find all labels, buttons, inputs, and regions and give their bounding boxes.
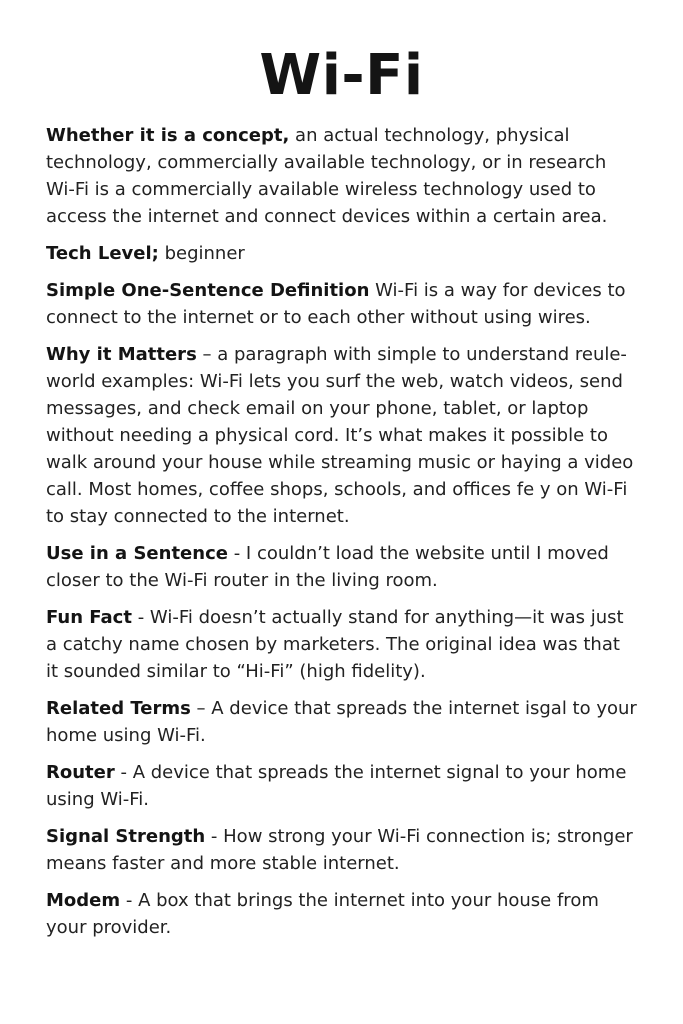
section-term: Modem xyxy=(46,890,121,911)
section-term: Use in a Sentence xyxy=(46,543,228,564)
section-why-it-matters xyxy=(46,341,637,530)
section-separator: - xyxy=(205,826,224,847)
section-term: Whether it is a concept, xyxy=(46,125,290,146)
section-tech-level xyxy=(46,240,637,267)
page-title: Wi-Fi xyxy=(259,43,424,108)
section-term: Signal Strength xyxy=(46,826,206,847)
section-concept xyxy=(46,122,637,230)
section-text: Wi-Fi is a way for devices to connect to the internet or to each other without using wires. xyxy=(46,280,626,328)
section-text: a paragraph with simple to understand reule-world examples: Wi-Fi lets you surf the web, watch videos, send messages, and check email on your phone, tablet, or laptop without needing a physical cord. It’s what makes it possible to walk around your house while streaming music or haying a video call. Most homes, coffee shops, schools, and offices fe y on Wi-Fi to stay connected to the internet. xyxy=(46,344,634,527)
section-separator: – xyxy=(196,344,218,365)
section-term: Tech Level; xyxy=(46,243,159,264)
section-separator: – xyxy=(190,698,212,719)
section-fun-fact xyxy=(46,604,637,685)
section-term: Simple One-Sentence Definition xyxy=(46,280,370,301)
section-term: Why it Matters xyxy=(46,344,197,365)
section-separator: - xyxy=(131,607,150,628)
section-text: beginner xyxy=(164,243,245,264)
section-term: Related Terms xyxy=(46,698,191,719)
section-text: I couldn’t load the website until I moved closer to the Wi-Fi router in the living room. xyxy=(46,543,609,591)
section-term: Router xyxy=(46,762,115,783)
section-text: A box that brings the internet into your house from your provider. xyxy=(46,890,599,938)
section-text: A device that spreads the internet isgal to your home using Wi-Fi. xyxy=(46,698,637,746)
section-signal-strength xyxy=(46,823,637,877)
section-modem xyxy=(46,887,637,941)
section-text: an actual technology, physical technology, commercially available technology, or in research Wi-Fi is a commercially available wireless technology used to access the internet and connect devices within a certain area. xyxy=(46,125,608,227)
section-definition xyxy=(46,277,637,331)
section-text: How strong your Wi-Fi connection is; stronger means faster and more stable internet. xyxy=(46,826,633,874)
section-router xyxy=(46,759,637,813)
section-use-in-sentence xyxy=(46,540,637,594)
section-separator: - xyxy=(120,890,139,911)
section-separator: - xyxy=(227,543,246,564)
section-text: A device that spreads the internet signal to your home using Wi-Fi. xyxy=(46,762,627,810)
section-text: Wi-Fi doesn’t actually stand for anything—it was just a catchy name chosen by marketers. The original idea was that it sounded similar to “Hi-Fi” (high fidelity). xyxy=(46,607,624,682)
section-related-terms xyxy=(46,695,637,749)
section-separator: - xyxy=(114,762,133,783)
section-term: Fun Fact xyxy=(46,607,132,628)
